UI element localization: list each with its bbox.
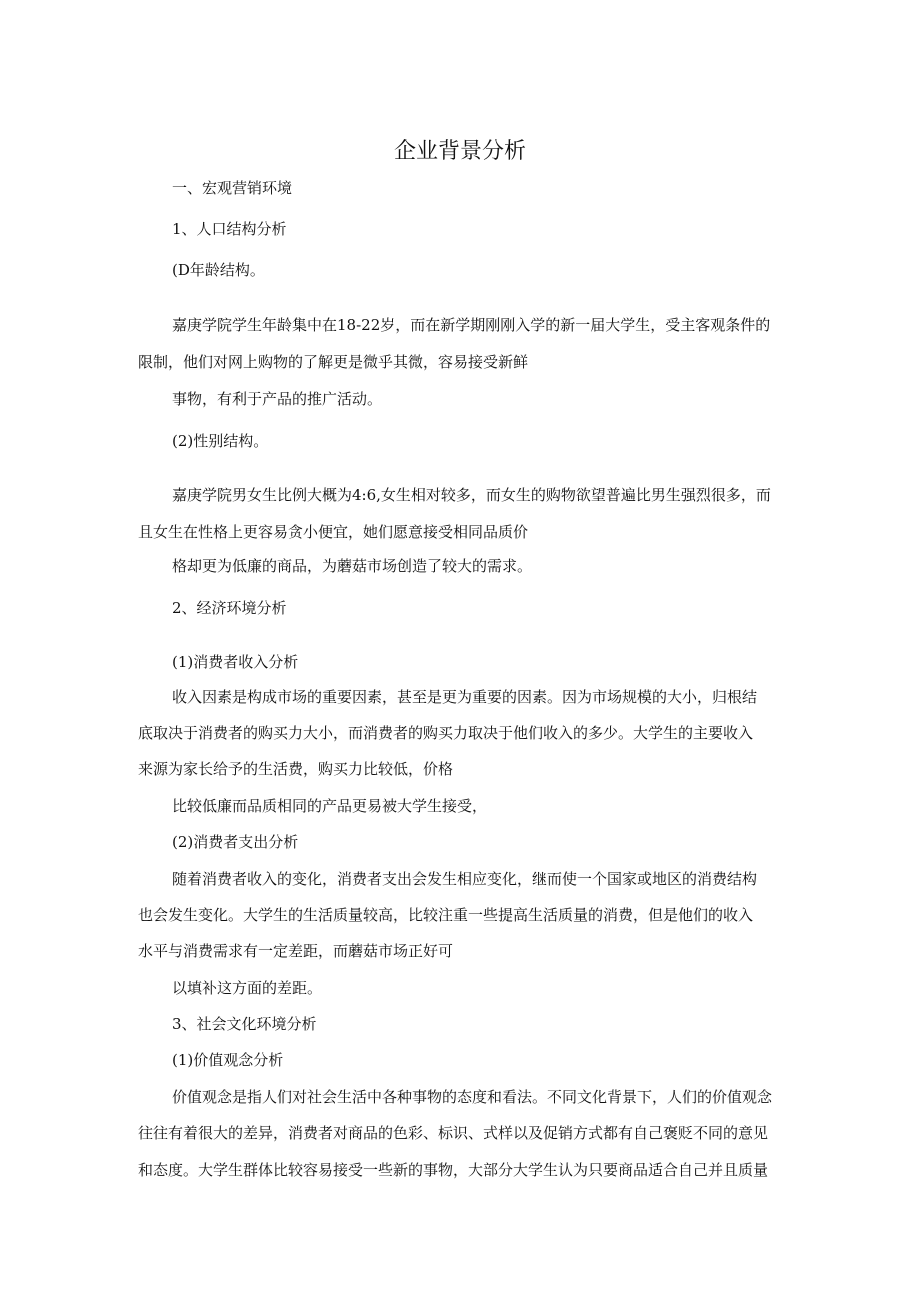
paragraph-line: 价值观念是指人们对社会生活中各种事物的态度和看法。不同文化背景下，人们的价值观念 — [172, 1088, 773, 1106]
paragraph-line: 嘉庚学院学生年龄集中在18-22岁，而在新学期刚刚入学的新一届大学生，受主客观条件的 — [172, 316, 771, 334]
paragraph-line: 收入因素是构成市场的重要因素，甚至是更为重要的因素。因为市场规模的大小，归根结 — [172, 688, 758, 706]
paragraph-line: 限制，他们对网上购物的了解更是微乎其微，容易接受新鲜 — [138, 353, 529, 371]
document-title: 企业背景分析 — [393, 139, 526, 164]
item-heading: (1)价值观念分析 — [172, 1051, 284, 1069]
item-heading: (1)消费者收入分析 — [172, 653, 299, 671]
item-heading: (2)消费者支出分析 — [172, 833, 299, 851]
paragraph-line: 底取决于消费者的购买力大小，而消费者的购买力取决于他们收入的多少。大学生的主要收入 — [138, 724, 754, 742]
paragraph-line: 往往有着很大的差异，消费者对商品的色彩、标识、式样以及促销方式都有自己褒贬不同的意见 — [138, 1124, 769, 1142]
paragraph-line: 比较低廉而品质相同的产品更易被大学生接受， — [172, 797, 488, 815]
paragraph-line: 也会发生变化。大学生的生活质量较高，比较注重一些提高生活质量的消费，但是他们的收入 — [138, 906, 754, 924]
subsection-heading: 2、经济环境分析 — [172, 599, 287, 617]
section-heading: 一、宏观营销环境 — [172, 179, 293, 197]
paragraph-line: 事物，有利于产品的推广活动。 — [172, 390, 383, 408]
subsection-heading: 3、社会文化环境分析 — [172, 1015, 317, 1033]
subsection-heading: 1、人口结构分析 — [172, 220, 287, 238]
paragraph-line: 以填补这方面的差距。 — [172, 979, 323, 997]
paragraph-line: 嘉庚学院男女生比例大概为4:6,女生相对较多，而女生的购物欲望普遍比男生强烈很多，而 — [172, 486, 771, 504]
paragraph-line: 和态度。大学生群体比较容易接受一些新的事物，大部分大学生认为只要商品适合自己并且质量 — [138, 1161, 769, 1179]
paragraph-line: 来源为家长给予的生活费，购买力比较低，价格 — [138, 760, 454, 778]
paragraph-line: 水平与消费需求有一定差距，而蘑菇市场正好可 — [138, 942, 454, 960]
paragraph-line: 随着消费者收入的变化，消费者支出会发生相应变化，继而使一个国家或地区的消费结构 — [172, 870, 758, 888]
item-heading: (2)性别结构。 — [172, 432, 269, 450]
paragraph-line: 且女生在性格上更容易贪小便宜，她们愿意接受相同品质价 — [138, 523, 529, 541]
paragraph-line: 格却更为低廉的商品，为蘑菇市场创造了较大的需求。 — [172, 557, 533, 575]
item-heading: (D年龄结构。 — [172, 261, 265, 279]
